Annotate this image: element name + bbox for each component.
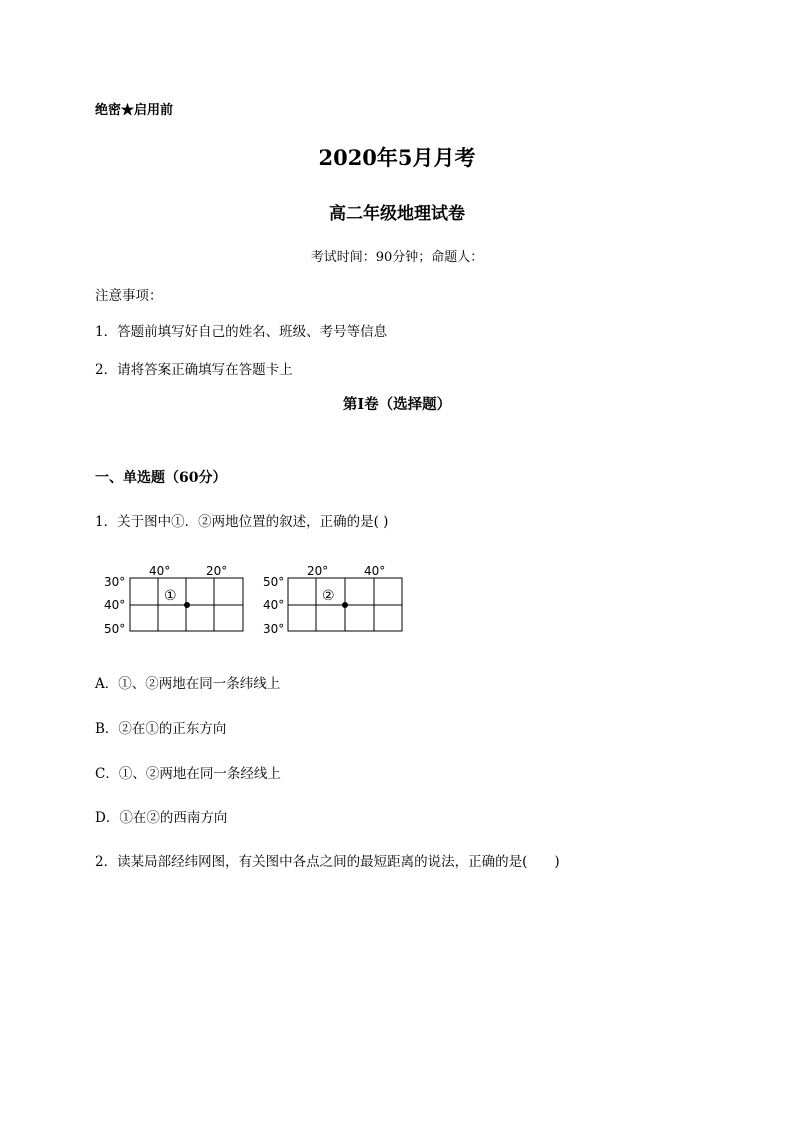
section-title: 第I卷（选择题） <box>342 396 452 413</box>
right-side-label: 40° <box>263 598 285 612</box>
option-c: C．①、②两地在同一条经线上 <box>95 766 281 782</box>
exam-title: 2020年5月月考 <box>318 145 476 170</box>
option-a: A．①、②两地在同一条纬线上 <box>95 676 281 692</box>
note-item: 2．请将答案正确填写在答题卡上 <box>95 362 293 378</box>
point-2-label: ② <box>322 588 335 604</box>
option-d: D．①在②的西南方向 <box>95 810 228 826</box>
right-top-label: 20° <box>307 564 329 578</box>
left-side-label: 40° <box>104 598 126 612</box>
right-top-label: 40° <box>364 564 386 578</box>
note-item: 1．答题前填写好自己的姓名、班级、考号等信息 <box>95 324 388 340</box>
latlong-grid-figure <box>95 558 415 640</box>
left-side-label: 30° <box>104 575 126 589</box>
point-1-label: ① <box>164 588 177 604</box>
right-side-label: 30° <box>263 622 285 636</box>
exam-subtitle: 高二年级地理试卷 <box>329 204 465 224</box>
left-top-label: 20° <box>206 564 228 578</box>
notes-heading: 注意事项： <box>95 288 163 304</box>
confidential-label: 绝密★启用前 <box>95 103 174 118</box>
left-top-label: 40° <box>149 564 171 578</box>
point-1-marker <box>184 602 190 608</box>
point-2-marker <box>342 602 348 608</box>
left-side-label: 50° <box>104 622 126 636</box>
question-1-stem: 1．关于图中①．②两地位置的叙述，正确的是( ) <box>95 514 389 530</box>
right-side-label: 50° <box>263 575 285 589</box>
question-2-stem: 2．读某局部经纬网图，有关图中各点之间的最短距离的说法，正确的是( ) <box>95 854 560 870</box>
part-title: 一、单选题（60分） <box>95 470 227 486</box>
exam-info: 考试时间：90分钟；命题人： <box>310 250 484 265</box>
option-b: B．②在①的正东方向 <box>95 721 227 737</box>
